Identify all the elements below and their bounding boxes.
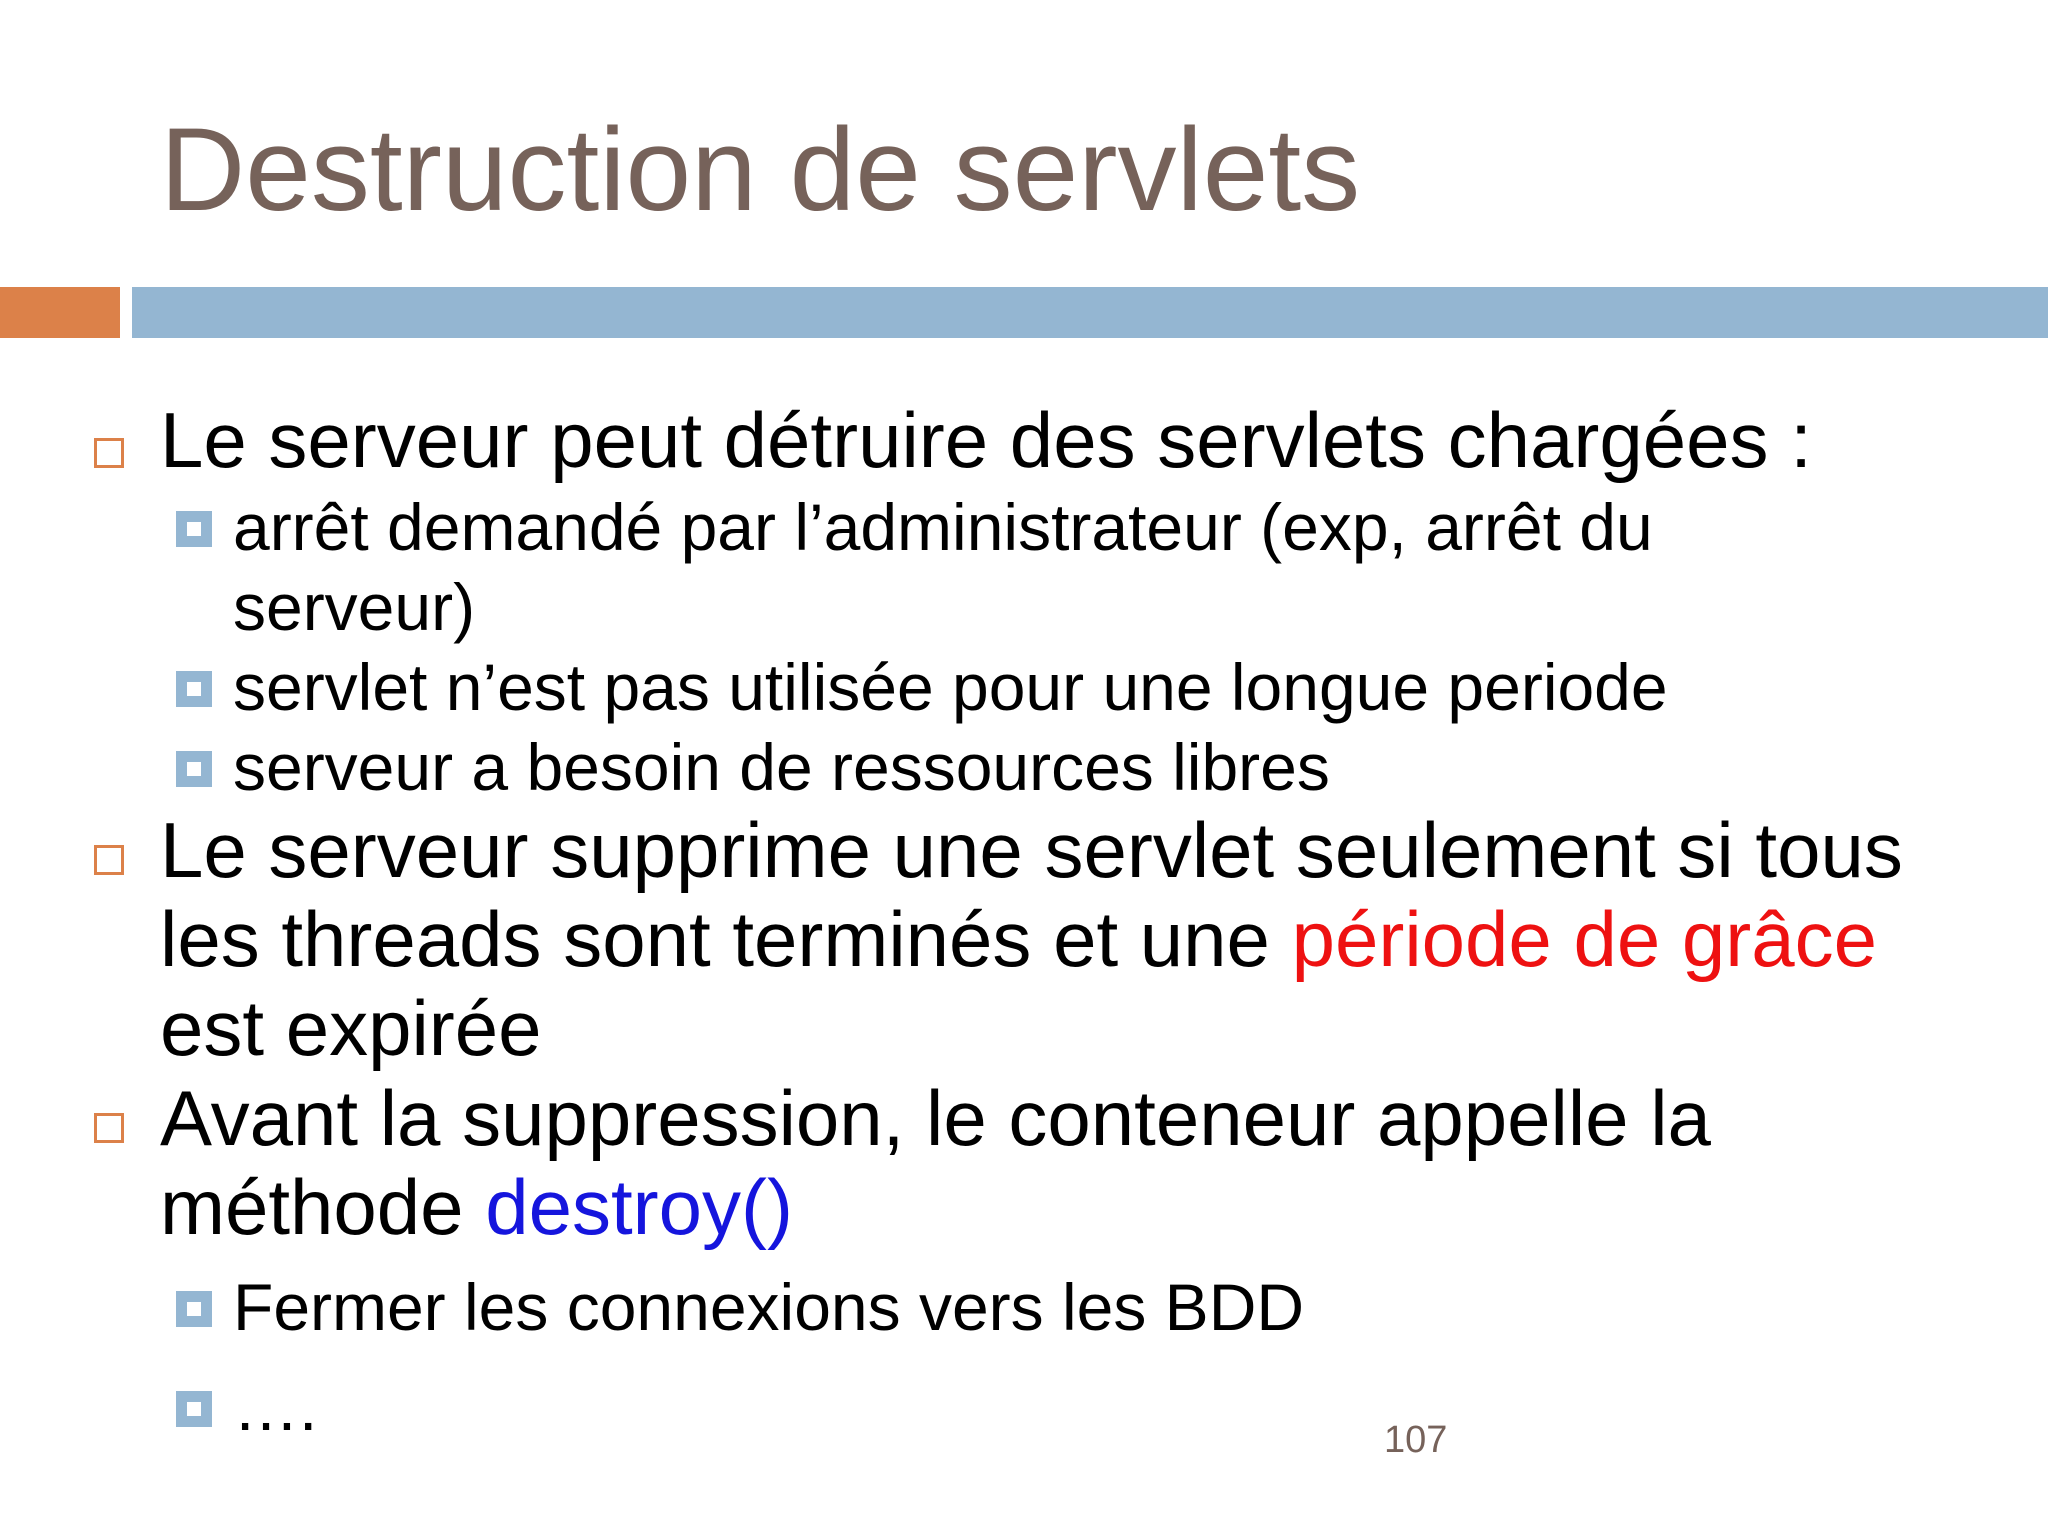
square-sub-bullet-icon <box>176 751 212 787</box>
bullet-text: Avant la suppression, le conteneur appelle la méthode <box>160 1074 1711 1251</box>
bullet-text: Le serveur supprime une servlet seulement si tous les threads sont terminés et une <box>160 806 1903 983</box>
bullet-item: Le serveur peut détruire des servlets chargées : <box>160 396 1812 484</box>
code-text: destroy() <box>485 1163 793 1251</box>
sub-bullet-item: arrêt demandé par l’administrateur (exp, arrêt du serveur) <box>233 490 1653 644</box>
bullet-text: est expirée <box>160 984 542 1072</box>
bullet-item <box>160 806 1950 1073</box>
bullet-item <box>160 1074 1880 1252</box>
square-sub-bullet-icon <box>176 1391 212 1427</box>
highlight-text: période de grâce <box>1291 895 1878 983</box>
sub-bullet-item: …. <box>233 1370 318 1444</box>
square-sub-bullet-icon <box>176 671 212 707</box>
square-bullet-icon <box>94 438 124 468</box>
square-sub-bullet-icon <box>176 1291 212 1327</box>
square-bullet-icon <box>94 845 124 875</box>
square-sub-bullet-icon <box>176 511 212 547</box>
slide-title: Destruction de servlets <box>160 104 1361 236</box>
sub-bullet-item: Fermer les connexions vers les BDD <box>233 1270 1305 1344</box>
page-number: 107 <box>1384 1419 1448 1461</box>
square-bullet-icon <box>94 1113 124 1143</box>
sub-bullet-item: serveur a besoin de ressources libres <box>233 730 1330 804</box>
sub-bullet-item: servlet n’est pas utilisée pour une longue periode <box>233 650 1668 724</box>
